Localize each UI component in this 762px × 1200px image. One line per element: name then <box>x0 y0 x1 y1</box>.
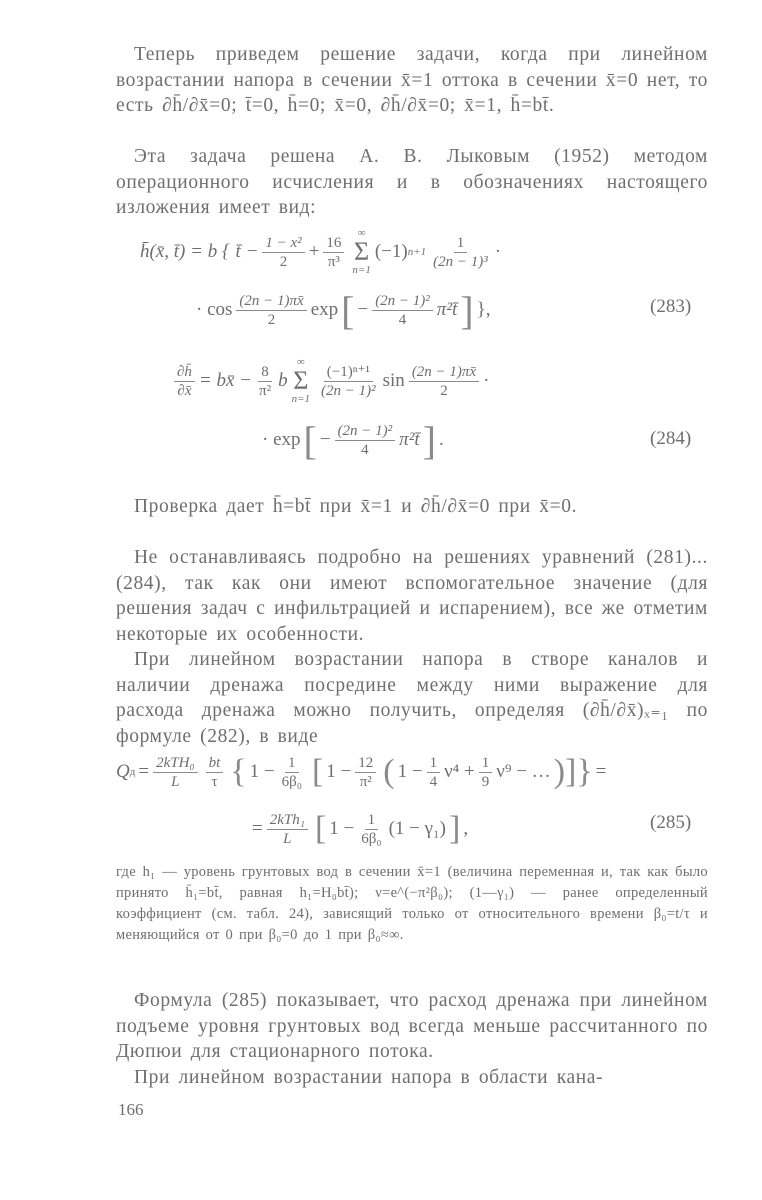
frac-den: 6β₀ <box>281 773 302 790</box>
paragraph-intro <box>116 42 708 119</box>
frac-num: 16 <box>323 234 344 253</box>
eq283-t: t̄ − <box>235 241 259 262</box>
eq283-term-sup: n+1 <box>407 246 427 258</box>
paragraph-continuation <box>116 1065 708 1091</box>
eq285-l2-frac1 <box>267 811 308 848</box>
paragraph-check-text: Проверка дает h̄=bt̄ при x̄=1 и ∂h̄/∂x̄=0 при x̄=0. <box>134 496 578 517</box>
paragraph-conclusion-text: Формула (285) показывает, что расход дренажа при линейном подъеме уровня грунтовых вод всегда меньше рассчитанного по Дюпюи для стационарного потока. <box>116 990 708 1062</box>
eq284-pi-t: π²t̄ <box>399 429 420 450</box>
frac-den: L <box>283 830 292 847</box>
eq284-minus: − <box>319 429 331 450</box>
eq285-inner: 1 − <box>397 761 423 782</box>
eq285-equals: = <box>138 761 150 782</box>
eq283-plus: + <box>308 241 320 262</box>
eq283-frac1 <box>262 234 304 271</box>
eq283-dot: · <box>494 241 502 262</box>
eq284-frac3 <box>409 363 479 400</box>
left-bracket: [ <box>311 753 324 790</box>
frac-num: 1 <box>427 754 441 773</box>
frac-den: π² <box>359 773 372 790</box>
eq284-exp: · exp <box>262 429 301 450</box>
eq285-equals2: = <box>252 818 263 839</box>
footnote-definitions-text: где h₁ — уровень грунтовых вод в сечении x̄=1 (величина переменная и, так как было принято h̄₁=bt̄, равная h₁=H₀bt̄); ν=e^(−π²β₀); (1—γ₁) — ранее определенный коэффициент (см. табл. 24), зависящий только от относительного времени β₀=t/τ и меняющийся от 0 при β₀=0 до 1 при β₀≈∞. <box>116 864 708 943</box>
equation-285-line2 <box>252 800 468 858</box>
frac-num: 1 <box>365 811 379 830</box>
eq283-minus: − <box>357 299 369 320</box>
eq283-cos-frac <box>236 292 306 329</box>
sum-upper: ∞ <box>296 356 305 368</box>
frac-num: (2n − 1)πx̄ <box>409 363 479 382</box>
eq284-dot: · <box>483 370 490 391</box>
frac-den: 2 <box>440 382 448 399</box>
paragraph-check <box>116 494 708 520</box>
left-bracket: [ <box>341 287 355 333</box>
frac-num: 1 <box>285 754 299 773</box>
eq285-frac6 <box>479 754 493 791</box>
eq283-term: (−1) <box>374 241 408 262</box>
eq285-nu4: ν⁴ + <box>444 761 475 782</box>
frac-den: 2 <box>267 311 276 328</box>
equation-283-line1 <box>140 222 501 282</box>
eq284-b: b <box>278 370 288 391</box>
eq285-comma: , <box>463 818 469 839</box>
frac-den: 6β₀ <box>361 830 382 847</box>
frac-num: 12 <box>355 754 376 773</box>
frac-num: 2kTh₁ <box>267 811 308 830</box>
left-bracket: [ <box>314 810 327 847</box>
eq285-q: Q <box>116 761 130 782</box>
frac-num: 8 <box>258 363 272 382</box>
paragraph-remarks-text: Не останавливаясь подробно на решениях уравнений (281)...(284), так как они имеют вспомогательное значение (для решения задач с инфильтрацией и испарением), все же отметим некоторые их особенности. <box>116 547 708 645</box>
frac-den: L <box>171 773 180 790</box>
frac-num: ∂h̄ <box>174 363 195 382</box>
frac-den: τ <box>211 773 218 790</box>
eq285-nu9: ν⁹ − … <box>496 761 551 782</box>
sum-sigma: Σ <box>293 366 309 395</box>
frac-den: 4 <box>429 773 438 790</box>
frac-den: 9 <box>481 773 490 790</box>
right-brackets: )]} <box>553 753 593 790</box>
eq285-frac4 <box>355 754 376 791</box>
eq284-exp-frac <box>335 422 396 459</box>
eq284-mid: = bx̄ − <box>198 370 252 391</box>
right-bracket: ] <box>449 810 461 847</box>
paragraph-lykov <box>116 144 708 221</box>
eq283-frac3 <box>430 234 491 271</box>
equation-284-line1 <box>170 350 489 412</box>
right-bracket: ] <box>422 417 436 463</box>
eq284-period: . <box>439 429 444 450</box>
frac-num: 1 <box>479 754 493 773</box>
frac-num: bt <box>206 754 224 773</box>
eq285-gamma: (1 − γ₁) <box>388 818 446 839</box>
frac-den: π² <box>259 382 272 399</box>
eq283-frac2 <box>323 234 344 271</box>
sum-lower: n=1 <box>291 393 311 405</box>
eq285-one2: 1 − <box>326 761 352 782</box>
paragraph-drainage-text: При линейном возрастании напора в створе каналов и наличии дренажа посредине между ними выражение для расхода дренажа можно получить, определяя (∂h̄/∂x̄)ₓ₌₁ по формуле (282), в виде <box>116 649 708 747</box>
eq284-lhs-frac <box>174 363 195 400</box>
frac-den: π³ <box>327 253 340 270</box>
paragraph-conclusion <box>116 988 708 1065</box>
eq283-cos: · cos <box>196 299 233 320</box>
equation-number-283: (283) <box>650 296 692 317</box>
frac-num: (2n − 1)² <box>335 422 396 441</box>
sum-upper: ∞ <box>357 227 366 239</box>
eq283-exp: exp <box>310 299 339 320</box>
eq283-close: }, <box>476 299 491 320</box>
equation-285-line1 <box>116 742 606 802</box>
frac-den: 4 <box>398 311 407 328</box>
frac-den: 2 <box>279 253 288 270</box>
frac-num: 1 <box>454 234 468 253</box>
frac-num: (2n − 1)² <box>372 292 433 311</box>
paragraph-remarks <box>116 545 708 647</box>
eq285-frac2 <box>206 754 224 791</box>
eq283-lhs: h̄(x̄, t̄) = b { <box>140 241 230 262</box>
eq283-sum <box>352 228 370 276</box>
paragraph-continuation-text: При линейном возрастании напора в области кана- <box>134 1067 604 1088</box>
eq285-frac1 <box>153 754 198 791</box>
paragraph-drainage <box>116 647 708 749</box>
equation-number-284: (284) <box>650 428 692 449</box>
footnote-definitions <box>116 862 708 946</box>
eq284-sin: sin <box>382 370 405 391</box>
eq284-frac1 <box>256 363 274 400</box>
eq285-q-sub: д <box>129 766 136 778</box>
frac-den: (2n − 1)³ <box>433 253 488 270</box>
frac-den: (2n − 1)² <box>321 382 376 399</box>
frac-den: ∂x̄ <box>177 382 192 399</box>
eq283-pi-t: π²t̄ <box>436 299 458 320</box>
eq285-l2-frac2 <box>358 811 384 848</box>
right-bracket: ] <box>460 287 474 333</box>
equation-284-line2 <box>262 412 444 468</box>
paragraph-lykov-text: Эта задача решена А. В. Лыковым (1952) методом операционного исчисления и в обозначениях настоящего изложения имеет вид: <box>116 146 708 218</box>
sum-lower: n=1 <box>352 264 371 276</box>
page-number: 166 <box>118 1100 144 1119</box>
frac-num: (−1)ⁿ⁺¹ <box>324 363 373 382</box>
left-paren: ( <box>383 753 395 790</box>
eq283-exp-frac <box>372 292 433 329</box>
paragraph-intro-text: Теперь приведем решение задачи, когда при линейном возрастании напора в сечении x̄=1 оттока в сечении x̄=0 нет, то есть ∂h̄/∂x̄=0; t̄=0, h̄=0; x̄=0, ∂h̄/∂x̄=0; x̄=1, h̄=bt̄. <box>116 44 708 116</box>
frac-den: 4 <box>361 441 369 458</box>
frac-num: 1 − x² <box>262 234 304 253</box>
equation-number-285: (285) <box>650 812 692 833</box>
eq284-frac2 <box>318 363 379 400</box>
sum-sigma: Σ <box>354 237 370 266</box>
eq284-sum <box>292 357 310 405</box>
left-brace: { <box>230 753 247 790</box>
frac-num: 2kTH₀ <box>153 754 198 773</box>
eq285-frac5 <box>427 754 441 791</box>
equation-283-line2 <box>196 282 491 338</box>
left-bracket: [ <box>303 417 317 463</box>
eq285-equals-tail: = <box>595 761 607 782</box>
eq285-frac3 <box>279 754 305 791</box>
frac-num: (2n − 1)πx̄ <box>236 292 306 311</box>
eq285-one: 1 − <box>249 761 275 782</box>
eq285-l2-one: 1 − <box>329 818 355 839</box>
